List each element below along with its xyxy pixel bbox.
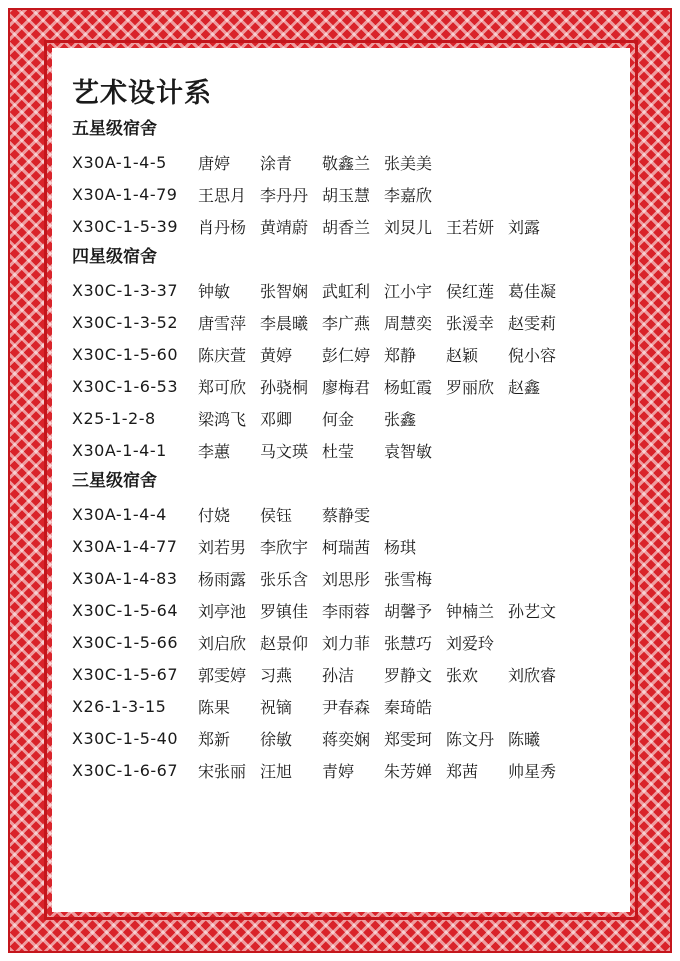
dorm-row	[72, 402, 630, 434]
student-name: 青婷	[322, 761, 355, 781]
student-name: 赵景仰	[260, 633, 309, 653]
student-name: 罗静文	[384, 665, 433, 685]
dorm-row	[72, 434, 630, 466]
student-name: 郑可欣	[198, 377, 247, 397]
room-number: X30C-1-6-53	[72, 376, 179, 396]
student-name: 陈文丹	[446, 729, 495, 749]
student-name: 李欣宇	[260, 537, 309, 557]
dorm-row	[72, 594, 630, 626]
student-name: 张雪梅	[384, 569, 433, 589]
room-number: X30C-1-5-60	[72, 344, 179, 364]
dorm-row	[72, 690, 630, 722]
room-number: X30C-1-3-37	[72, 280, 179, 300]
student-name: 张欢	[446, 665, 479, 685]
room-number: X30C-1-5-64	[72, 600, 179, 620]
section-heading: 三星级宿舍	[72, 471, 157, 491]
student-name: 李广燕	[322, 313, 371, 333]
student-name: 柯瑞茜	[322, 537, 371, 557]
student-name: 杨琪	[384, 537, 417, 557]
student-name: 李蕙	[198, 441, 231, 461]
student-name: 江小宇	[384, 281, 433, 301]
student-name: 邓卿	[260, 409, 293, 429]
student-name: 钟楠兰	[446, 601, 495, 621]
student-name: 彭仁婷	[322, 345, 371, 365]
student-name: 杨雨露	[198, 569, 247, 589]
room-number: X30A-1-4-79	[72, 184, 178, 204]
student-name: 付娆	[198, 505, 231, 525]
dorm-row	[72, 722, 630, 754]
student-name: 郑茜	[446, 761, 479, 781]
student-name: 孙艺文	[508, 601, 557, 621]
student-name: 罗丽欣	[446, 377, 495, 397]
room-number: X30C-1-5-39	[72, 216, 179, 236]
room-number: X30A-1-4-83	[72, 568, 178, 588]
dorm-row	[72, 658, 630, 690]
student-name: 马文瑛	[260, 441, 309, 461]
room-number: X30A-1-4-5	[72, 152, 167, 172]
student-name: 刘炅儿	[384, 217, 433, 237]
dorm-row	[72, 274, 630, 306]
student-name: 朱芳婵	[384, 761, 433, 781]
student-name: 涂青	[260, 153, 293, 173]
student-name: 李嘉欣	[384, 185, 433, 205]
student-name: 刘欣睿	[508, 665, 557, 685]
student-name: 王思月	[198, 185, 247, 205]
student-name: 祝镝	[260, 697, 293, 717]
student-name: 胡玉慧	[322, 185, 371, 205]
student-name: 钟敏	[198, 281, 231, 301]
student-name: 张美美	[384, 153, 433, 173]
room-number: X30A-1-4-4	[72, 504, 167, 524]
student-name: 刘露	[508, 217, 541, 237]
student-name: 刘爱玲	[446, 633, 495, 653]
student-name: 侯钰	[260, 505, 293, 525]
dorm-row	[72, 626, 630, 658]
room-number: X25-1-2-8	[72, 408, 156, 428]
room-number: X26-1-3-15	[72, 696, 167, 716]
student-name: 郑静	[384, 345, 417, 365]
student-name: 汪旭	[260, 761, 293, 781]
student-name: 秦琦皓	[384, 697, 433, 717]
student-name: 蒋奕娴	[322, 729, 371, 749]
page-title: 艺术设计系	[72, 78, 212, 109]
student-name: 刘思彤	[322, 569, 371, 589]
dorm-row	[72, 210, 630, 242]
room-number: X30C-1-6-67	[72, 760, 179, 780]
student-name: 陈庆萱	[198, 345, 247, 365]
room-number: X30A-1-4-77	[72, 536, 178, 556]
dorm-sections	[72, 118, 630, 786]
student-name: 李雨蓉	[322, 601, 371, 621]
student-name: 赵鑫	[508, 377, 541, 397]
dorm-row	[72, 370, 630, 402]
room-number: X30C-1-3-52	[72, 312, 179, 332]
dorm-row	[72, 338, 630, 370]
student-name: 蔡静雯	[322, 505, 371, 525]
student-name: 敬鑫兰	[322, 153, 371, 173]
student-name: 梁鸿飞	[198, 409, 247, 429]
student-name: 杜莹	[322, 441, 355, 461]
student-name: 陈果	[198, 697, 231, 717]
student-name: 唐婷	[198, 153, 231, 173]
student-name: 王若妍	[446, 217, 495, 237]
dorm-section	[72, 118, 630, 242]
dorm-section	[72, 470, 630, 786]
section-heading: 四星级宿舍	[72, 247, 157, 267]
student-name: 张湲幸	[446, 313, 495, 333]
student-name: 刘若男	[198, 537, 247, 557]
dorm-row	[72, 530, 630, 562]
dorm-row	[72, 562, 630, 594]
student-name: 孙骁桐	[260, 377, 309, 397]
dorm-section	[72, 246, 630, 466]
student-name: 袁智敏	[384, 441, 433, 461]
student-name: 张鑫	[384, 409, 417, 429]
dorm-row	[72, 306, 630, 338]
student-name: 黄靖蔚	[260, 217, 309, 237]
student-name: 郭雯婷	[198, 665, 247, 685]
student-name: 李晨曦	[260, 313, 309, 333]
student-name: 陈曦	[508, 729, 541, 749]
student-name: 侯红莲	[446, 281, 495, 301]
student-name: 习燕	[260, 665, 293, 685]
room-number: X30C-1-5-67	[72, 664, 179, 684]
room-number: X30C-1-5-66	[72, 632, 179, 652]
student-name: 张智娴	[260, 281, 309, 301]
student-name: 黄婷	[260, 345, 293, 365]
dorm-row	[72, 178, 630, 210]
section-heading: 五星级宿舍	[72, 119, 157, 139]
student-name: 李丹丹	[260, 185, 309, 205]
student-name: 周慧奕	[384, 313, 433, 333]
room-number: X30C-1-5-40	[72, 728, 179, 748]
student-name: 何金	[322, 409, 355, 429]
dorm-row	[72, 146, 630, 178]
student-name: 刘亭池	[198, 601, 247, 621]
student-name: 刘启欣	[198, 633, 247, 653]
student-name: 尹春森	[322, 697, 371, 717]
student-name: 郑新	[198, 729, 231, 749]
student-name: 胡馨予	[384, 601, 433, 621]
student-name: 帅星秀	[508, 761, 557, 781]
student-name: 葛佳凝	[508, 281, 557, 301]
student-name: 张慧巧	[384, 633, 433, 653]
student-name: 罗镇佳	[260, 601, 309, 621]
student-name: 宋张丽	[198, 761, 247, 781]
student-name: 廖梅君	[322, 377, 371, 397]
dorm-row	[72, 498, 630, 530]
content-panel	[52, 48, 630, 912]
student-name: 孙洁	[322, 665, 355, 685]
dorm-row	[72, 754, 630, 786]
student-name: 武虹利	[322, 281, 371, 301]
student-name: 赵颖	[446, 345, 479, 365]
student-name: 徐敏	[260, 729, 293, 749]
student-name: 刘力菲	[322, 633, 371, 653]
room-number: X30A-1-4-1	[72, 440, 167, 460]
student-name: 郑雯珂	[384, 729, 433, 749]
student-name: 倪小容	[508, 345, 557, 365]
student-name: 杨虹霞	[384, 377, 433, 397]
student-name: 胡香兰	[322, 217, 371, 237]
student-name: 肖丹杨	[198, 217, 247, 237]
student-name: 张乐含	[260, 569, 309, 589]
student-name: 赵雯莉	[508, 313, 557, 333]
student-name: 唐雪萍	[198, 313, 247, 333]
